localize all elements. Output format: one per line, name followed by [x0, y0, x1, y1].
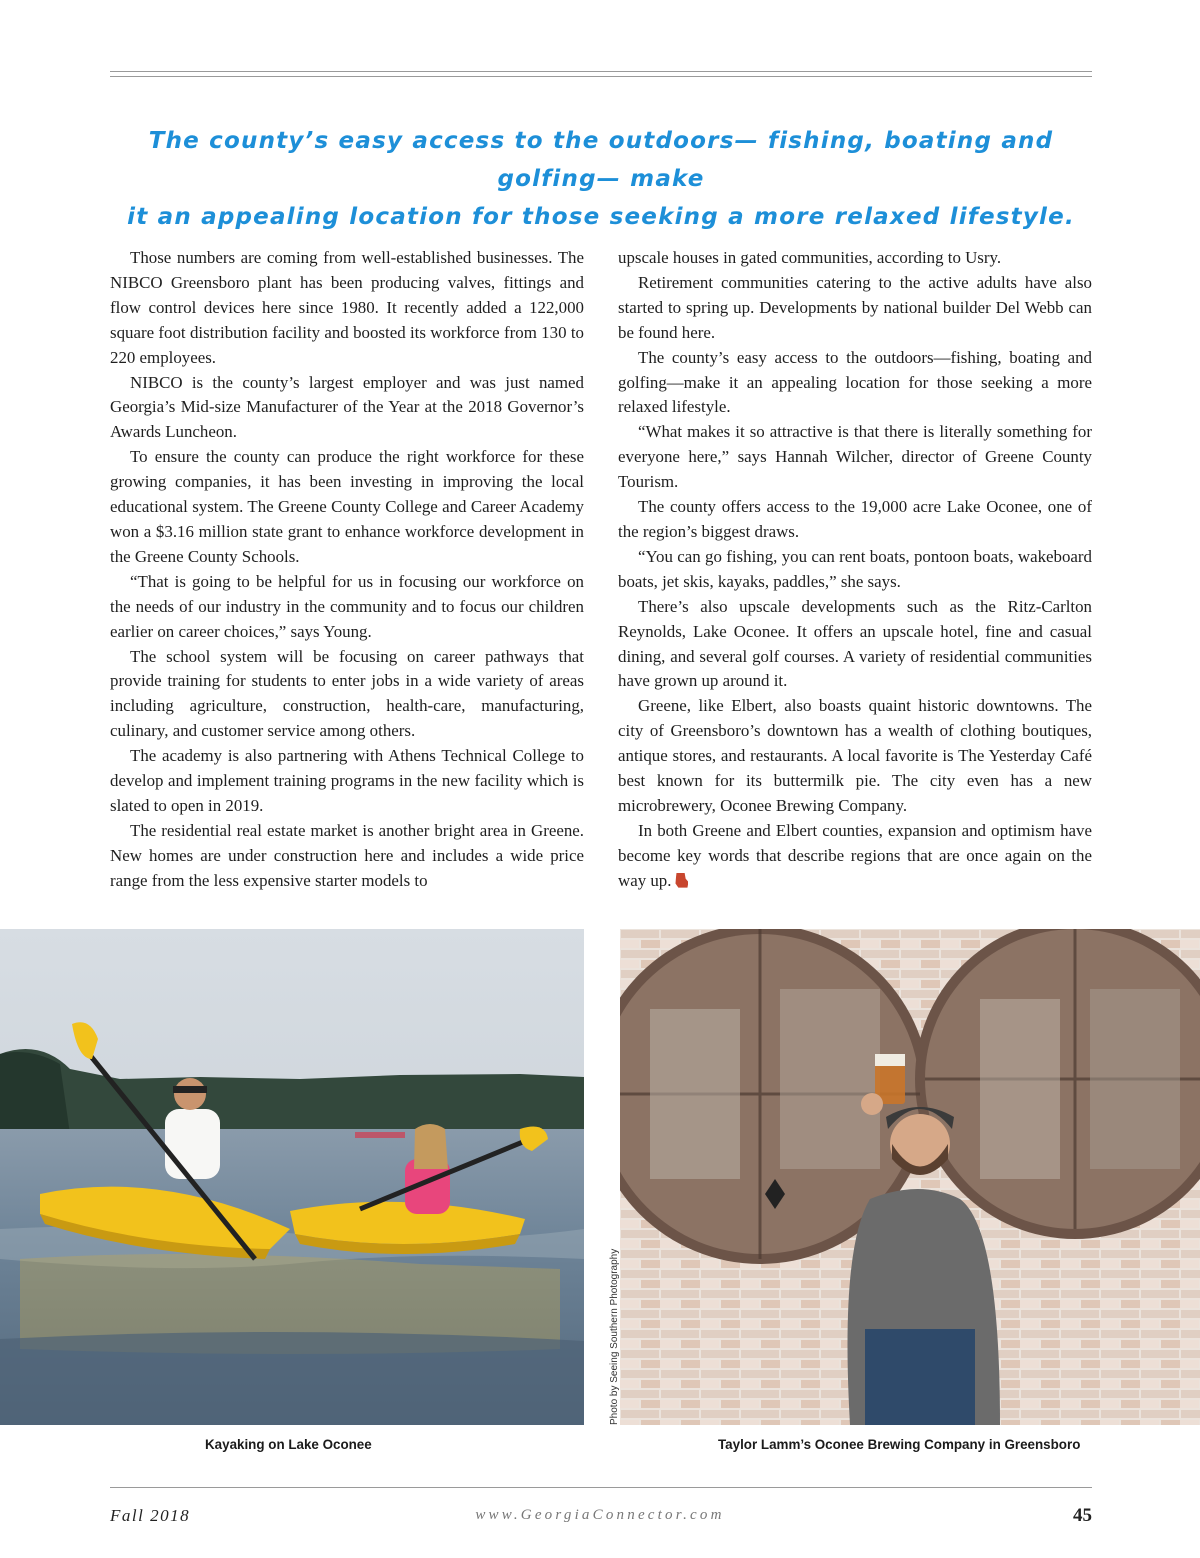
paragraph: The residential real estate market is another bright area in Greene. New homes are under construction here and includes a wide price range from the less expensive starter models to	[110, 820, 584, 890]
paragraph: The county offers access to the 19,000 acre Lake Oconee, one of the region’s biggest draws.	[618, 497, 1092, 541]
brewery-photo	[620, 929, 1200, 1425]
paragraph-final-text: In both Greene and Elbert counties, expansion and optimism have become key words that describe regions that are once again on the way up.	[618, 820, 1092, 890]
paragraph: To ensure the county can produce the right workforce for these growing companies, it has been investing in improving the local educational system. The Greene County College and Career Academy won a $3.16 million state grant to enhance workforce development in the Greene County Schools.	[110, 447, 584, 566]
paragraph: The county’s easy access to the outdoors—fishing, boating and golfing—make it an appealing location for those seeking a more relaxed lifestyle.	[618, 347, 1092, 417]
georgia-state-icon	[675, 873, 688, 888]
photo-caption-left: Kayaking on Lake Oconee	[205, 1437, 372, 1452]
top-rule	[110, 71, 1092, 72]
kayaking-illustration	[0, 929, 584, 1425]
photo-caption-right: Taylor Lamm’s Oconee Brewing Company in Greensboro	[718, 1437, 1081, 1452]
paragraph: Greene, like Elbert, also boasts quaint historic downtowns. The city of Greensboro’s downtown has a wealth of clothing boutiques, antique stores, and restaurants. A local favorite is The Yesterday Café best known for its buttermilk pie. The city even has a new microbrewery, Oconee Brewing Company.	[618, 696, 1092, 815]
paragraph: Those numbers are coming from well-established businesses. The NIBCO Greensboro plant has been producing valves, fittings and flow control devices here since 1980. It recently added a 122,000 square foot distribution facility and boosted its workforce from 130 to 220 employees.	[110, 248, 584, 367]
kayaking-photo	[0, 929, 584, 1425]
paragraph: “What makes it so attractive is that there is literally something for everyone here,” says Hannah Wilcher, director of Greene County Tourism.	[618, 422, 1092, 492]
paragraph: Retirement communities catering to the active adults have also started to spring up. Developments by national builder Del Webb can be found here.	[618, 272, 1092, 342]
paragraph: The school system will be focusing on career pathways that provide training for students to enter jobs in a wide variety of areas including agriculture, construction, health-care, manufacturing, culinary, and customer service among others.	[110, 646, 584, 741]
paragraph: “That is going to be helpful for us in focusing our workforce on the needs of our industry in the community and to focus our children earlier on career choices,” says Young.	[110, 571, 584, 641]
article-column-right	[618, 246, 1092, 894]
pull-quote	[110, 122, 1092, 236]
paragraph: NIBCO is the county’s largest employer and was just named Georgia’s Mid-size Manufacturer of the Year at the 2018 Governor’s Awards Luncheon.	[110, 372, 584, 442]
paragraph-continuation: upscale houses in gated communities, according to Usry.	[618, 248, 1002, 267]
paragraph: The academy is also partnering with Athens Technical College to develop and implement training programs in the new facility which is slated to open in 2019.	[110, 746, 584, 815]
paragraph-final	[618, 819, 1092, 894]
pull-quote-line: The county’s easy access to the outdoors— fishing, boating and golfing— make	[148, 128, 1054, 192]
article-column-left	[110, 246, 584, 894]
page-number: 45	[1073, 1505, 1092, 1526]
website-url: www.GeorgiaConnector.com	[475, 1507, 725, 1523]
top-rule	[110, 76, 1092, 77]
paragraph: There’s also upscale developments such as the Ritz-Carlton Reynolds, Lake Oconee. It offers an upscale hotel, fine and casual dining, and several golf courses. A variety of residential communities have grown up around it.	[618, 596, 1092, 691]
issue-label: Fall 2018	[110, 1506, 191, 1525]
photo-credit: Photo by Seeing Southern Photography	[609, 1248, 620, 1425]
brewery-illustration	[620, 929, 1200, 1425]
paragraph: “You can go fishing, you can rent boats, pontoon boats, wakeboard boats, jet skis, kayaks, paddles,” she says.	[618, 546, 1092, 591]
footer-rule	[110, 1487, 1092, 1488]
pull-quote-line: it an appealing location for those seeking a more relaxed lifestyle.	[127, 204, 1075, 230]
